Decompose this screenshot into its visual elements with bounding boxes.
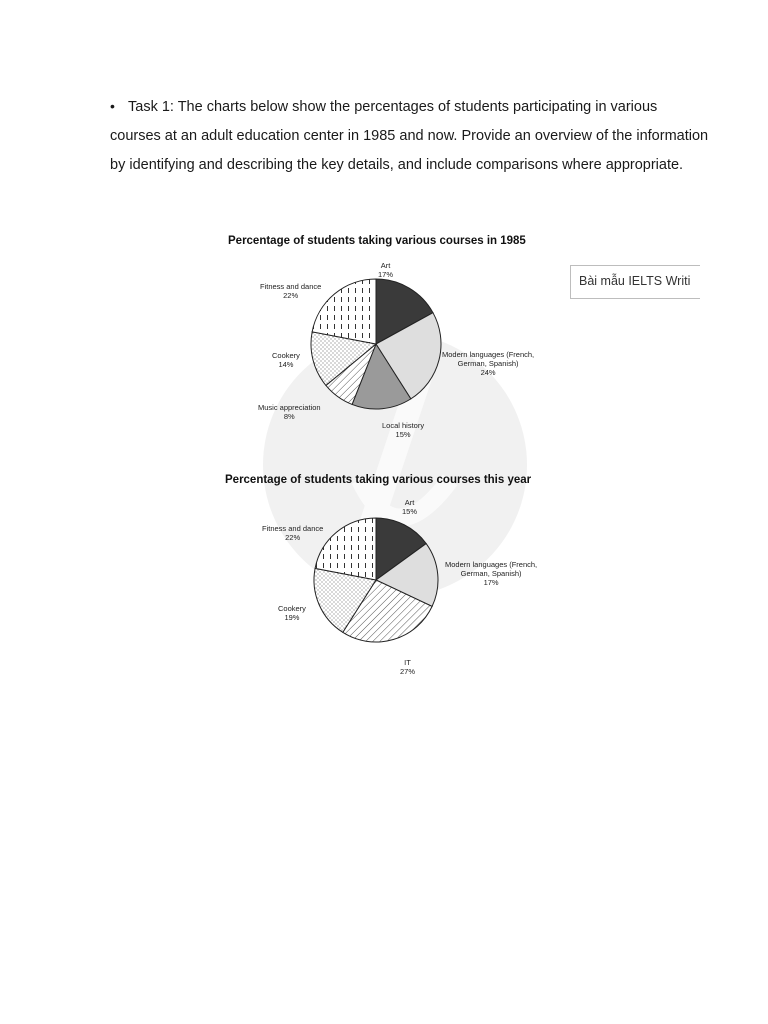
label-current-fitness-name: Fitness and dance (262, 524, 324, 533)
label-1985-cookery-name: Cookery (272, 351, 300, 360)
label-1985-art-name: Art (380, 261, 391, 270)
label-1985-languages-line2: German, Spanish) (457, 359, 519, 368)
chart-current-title: Percentage of students taking various courses this year (225, 474, 532, 486)
label-current-languages (445, 560, 537, 587)
label-1985-music (258, 403, 321, 421)
label-current-languages-value: 17% (483, 578, 499, 587)
label-1985-fitness (260, 282, 321, 300)
label-1985-music-value: 8% (283, 412, 295, 421)
ielts-sample-badge[interactable]: Bài mẫu IELTS Writi (570, 265, 700, 299)
label-current-cookery-value: 19% (284, 613, 300, 622)
label-current-it (400, 658, 415, 676)
label-current-it-value: 27% (400, 667, 416, 676)
label-1985-history-name: Local history (382, 421, 425, 430)
label-current-cookery (278, 604, 306, 622)
label-current-art (402, 498, 417, 516)
label-1985-languages-line1: Modern languages (French, (442, 350, 535, 359)
label-current-languages-line1: Modern languages (French, (445, 560, 538, 569)
label-current-it-name: IT (404, 658, 411, 667)
label-1985-cookery (272, 351, 300, 369)
label-1985-languages (442, 350, 534, 377)
label-current-art-value: 15% (402, 507, 418, 516)
chart-1985-title: Percentage of students taking various courses in 1985 (228, 235, 526, 247)
label-current-fitness (262, 524, 323, 542)
label-current-fitness-value: 22% (285, 533, 301, 542)
label-1985-cookery-value: 14% (278, 360, 294, 369)
pie-chart-this-year (313, 517, 439, 643)
bullet-marker: • (110, 98, 115, 114)
label-1985-fitness-value: 22% (283, 291, 299, 300)
label-current-languages-line2: German, Spanish) (460, 569, 522, 578)
label-current-art-name: Art (404, 498, 415, 507)
label-1985-languages-value: 24% (480, 368, 496, 377)
label-1985-music-name: Music appreciation (258, 403, 321, 412)
pie-chart-1985 (310, 278, 442, 410)
label-current-cookery-name: Cookery (278, 604, 306, 613)
label-1985-history-value: 15% (395, 430, 411, 439)
task-paragraph (110, 92, 710, 180)
label-1985-art (378, 261, 393, 279)
label-1985-art-value: 17% (378, 270, 394, 279)
task-text: Task 1: The charts below show the percentages of students participating in various courses at an adult education center in 1985 and now. Provide an overview of the information by identifying and describing the key details, and include comparisons where appropriate. (110, 99, 709, 173)
label-1985-fitness-name: Fitness and dance (260, 282, 322, 291)
label-1985-history (382, 421, 424, 439)
